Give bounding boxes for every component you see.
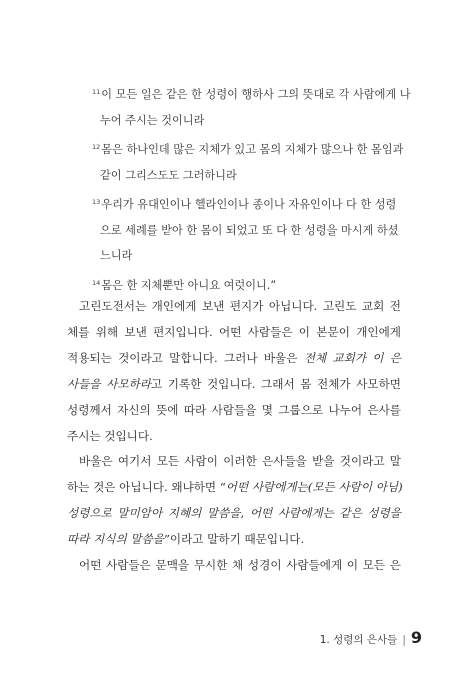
- paragraph-line: 따라 지식의 말씀을”이라고 말하기 때문입니다.: [67, 532, 305, 547]
- verse-12: [92, 135, 404, 188]
- paragraph-line: [67, 501, 401, 527]
- verse-line: 이 모든 일은 같은 한 성령이 행하사 그의 뜻대로 각 사람에게 나: [101, 88, 411, 101]
- verse-line: 몸은 한 지체뿐만 아니요 여럿이니.”: [101, 278, 277, 292]
- paragraph-line: 고린도전서는 개인에게 보낸 편지가 아닙니다. 고린도 교회 전: [79, 299, 401, 313]
- verse-number: 11: [92, 88, 101, 96]
- emphasis-text: 사들을 사모하라: [67, 376, 151, 391]
- verse-line: 몸은 하나인데 많은 지체가 있고 몸의 지체가 많으나 한 몸임과: [101, 143, 404, 156]
- verse-11: [92, 80, 411, 133]
- verse-13: [92, 190, 400, 269]
- paragraph-line: 적용되는 것이라고 말합니다. 그러나 바울은 전체 교회가 이 은: [67, 350, 401, 365]
- page-footer: [320, 628, 422, 647]
- footer-separator: |: [402, 634, 406, 646]
- emphasis-text: 전체 교회가 이 은: [303, 350, 401, 365]
- scripture-quote: [92, 80, 411, 300]
- verse-line: 누어 주시는 것이니라: [100, 113, 205, 127]
- verse-number: 12: [92, 143, 101, 151]
- paragraph-line: 주시는 것입니다.: [67, 428, 153, 443]
- verse-line: 으로 세례를 받아 한 몸이 되었고 또 다 한 성령을 마시게 하셨: [100, 223, 399, 237]
- page-number: 9: [410, 628, 422, 647]
- paragraph-line: 하는 것은 아닙니다. 왜냐하면 “어떤 사람에게는(모든 사람이 아님): [67, 480, 403, 495]
- verse-line: 우리가 유대인이나 헬라인이나 종이나 자유인이나 다 한 성령: [101, 198, 397, 211]
- paragraph-line: 바울은 여기서 모든 사람이 이러한 은사들을 받을 것이라고 말: [79, 454, 401, 469]
- chapter-title: 1. 성령의 은사들: [319, 634, 398, 646]
- paragraph-line: 어떤 사람들은 문맥을 무시한 채 성경이 사람들에게 이 모든 은: [79, 558, 401, 573]
- emphasis-text: 어떤 사람에게는(모든 사람이 아님): [225, 480, 403, 495]
- body-text: [67, 294, 401, 579]
- verse-line: 느니라: [100, 249, 133, 262]
- verse-line: 같이 그리스도도 그러하니라: [100, 168, 237, 182]
- paragraph-line: 성령께서 자신의 뜻에 따라 사람들을 몇 그룹으로 나누어 은사를: [67, 402, 401, 417]
- emphasis-text: 따라 지식의 말씀을: [67, 532, 164, 547]
- paragraph-line: 사들을 사모하라고 기록한 것입니다. 그래서 몸 전체가 사모하면: [67, 376, 402, 391]
- verse-number: 13: [92, 198, 101, 206]
- emphasis-text: 성령으로 말미암아 지혜의 말씀을, 어떤 사람에게는 같은 성령을: [67, 506, 401, 521]
- paragraph-line: 체를 위해 보낸 편지입니다. 어떤 사람들은 이 본문이 개인에게: [67, 324, 401, 339]
- verse-number: 14: [92, 278, 101, 287]
